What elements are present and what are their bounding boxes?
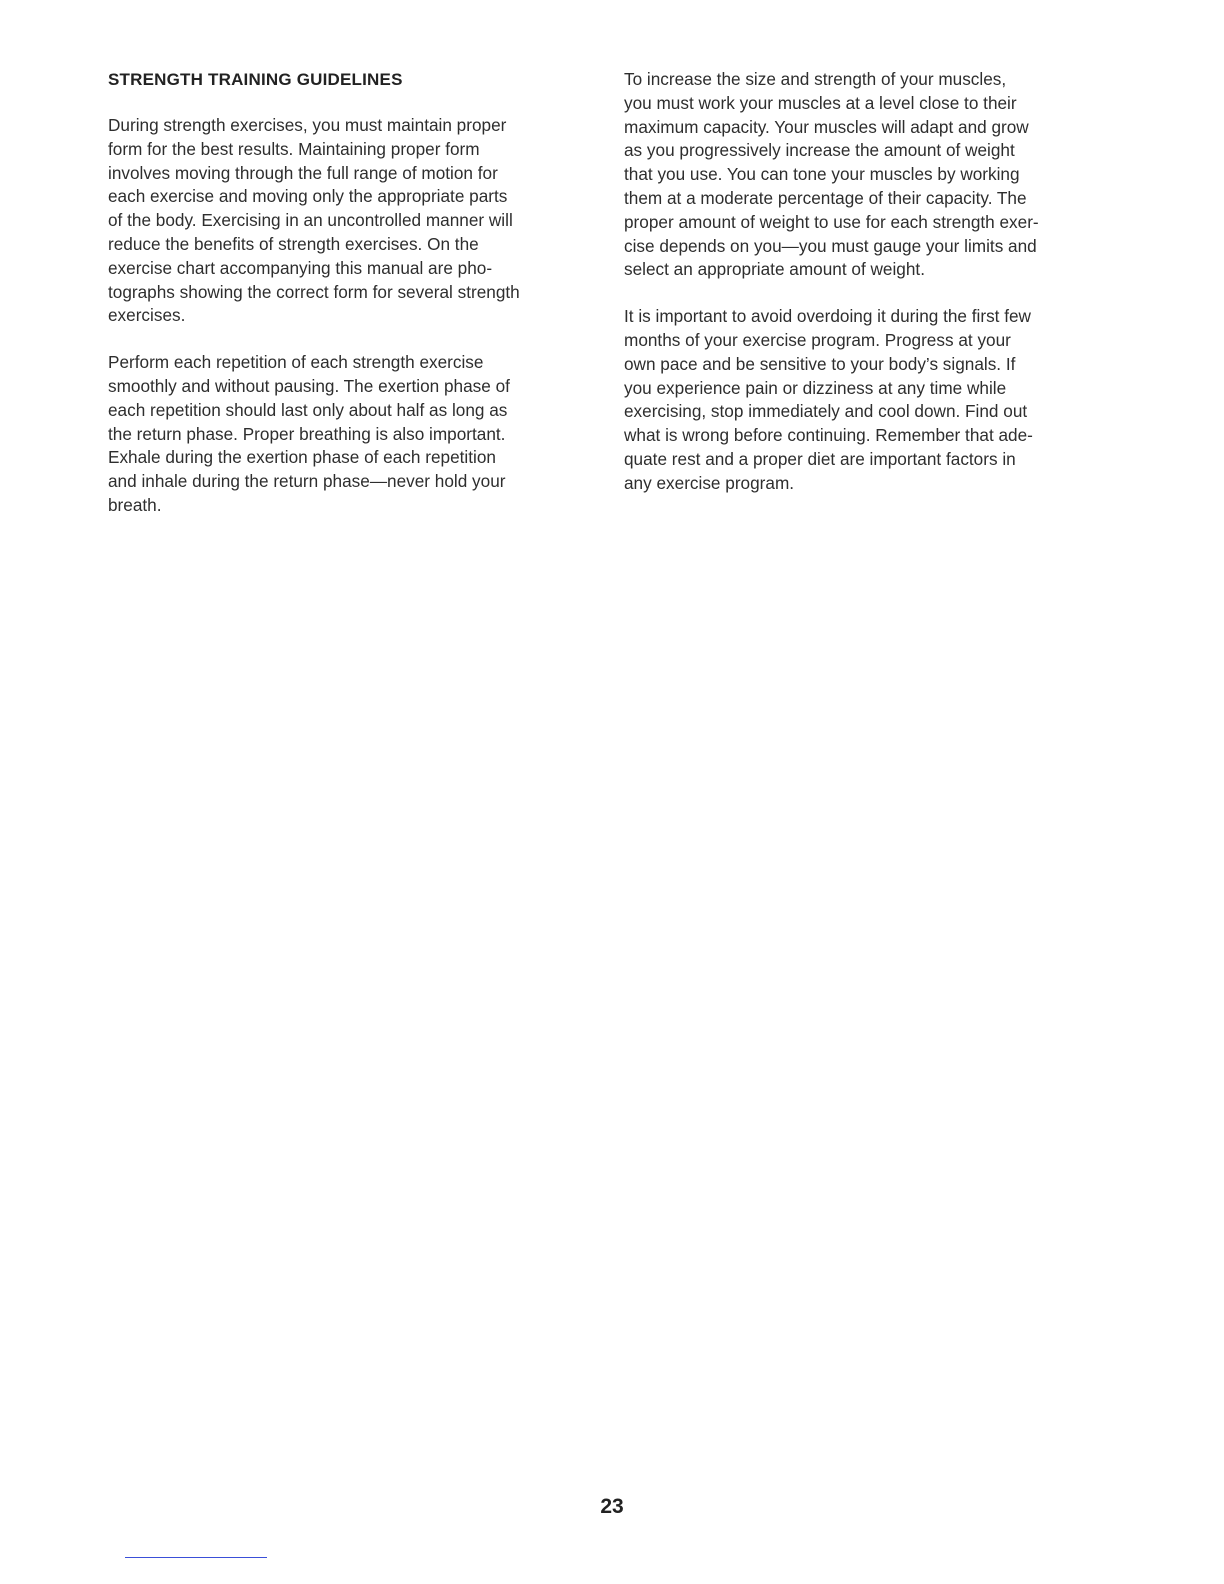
page-number: 23 (600, 1495, 624, 1518)
text-line: select an appropriate amount of weight. (624, 259, 925, 280)
paragraph-proper-form (108, 114, 594, 328)
text-line: breath. (108, 494, 162, 515)
text-line: own pace and be sensitive to your body’s signals. If (624, 353, 1016, 374)
text-line: each repetition should last only about half as long as (108, 399, 508, 420)
text-line: each exercise and moving only the appropriate parts (108, 186, 508, 207)
text-line: cise depends on you—you must gauge your limits and (624, 235, 1037, 256)
section-heading: STRENGTH TRAINING GUIDELINES (108, 70, 403, 89)
text-line: To increase the size and strength of your muscles, (624, 69, 1007, 89)
text-line: them at a moderate percentage of their capacity. The (624, 187, 1027, 208)
text-line: maximum capacity. Your muscles will adapt and grow (624, 116, 1029, 137)
paragraph-repetition-breathing (108, 351, 594, 518)
text-line: what is wrong before continuing. Remember that ade- (624, 425, 1033, 446)
text-line: as you progressively increase the amount of weight (624, 140, 1015, 161)
text-line: quate rest and a proper diet are important factors in (624, 448, 1016, 469)
paragraph-muscle-growth (624, 68, 1110, 282)
text-line: the return phase. Proper breathing is also important. (108, 423, 506, 444)
text-line: During strength exercises, you must maintain proper (108, 115, 507, 135)
text-line: of the body. Exercising in an uncontrolled manner will (108, 210, 513, 231)
text-line: any exercise program. (624, 472, 795, 493)
text-line: It is important to avoid overdoing it during the first few (624, 306, 1031, 327)
text-line: you experience pain or dizziness at any time while (624, 377, 1007, 398)
text-line: reduce the benefits of strength exercises. On the (108, 233, 479, 254)
text-line: you must work your muscles at a level close to their (624, 92, 1017, 113)
text-line: Perform each repetition of each strength exercise (108, 352, 484, 373)
footer-rule (125, 1557, 267, 1558)
text-line: months of your exercise program. Progress at your (624, 329, 1011, 350)
text-line: proper amount of weight to use for each strength exer- (624, 211, 1039, 232)
text-line: involves moving through the full range of motion for (108, 162, 498, 183)
text-line: exercising, stop immediately and cool down. Find out (624, 401, 1028, 422)
text-line: Exhale during the exertion phase of each repetition (108, 447, 496, 468)
paragraph-avoid-overdoing (624, 305, 1110, 495)
text-line: tographs showing the correct form for several strength (108, 281, 520, 302)
right-column (624, 68, 1110, 519)
text-line: form for the best results. Maintaining proper form (108, 138, 480, 159)
text-line: smoothly and without pausing. The exertion phase of (108, 375, 510, 396)
text-line: exercise chart accompanying this manual are pho- (108, 257, 493, 278)
left-column (108, 68, 594, 541)
text-line: that you use. You can tone your muscles by working (624, 164, 1020, 185)
text-line: and inhale during the return phase—never hold your (108, 471, 506, 492)
text-line: exercises. (108, 305, 186, 326)
